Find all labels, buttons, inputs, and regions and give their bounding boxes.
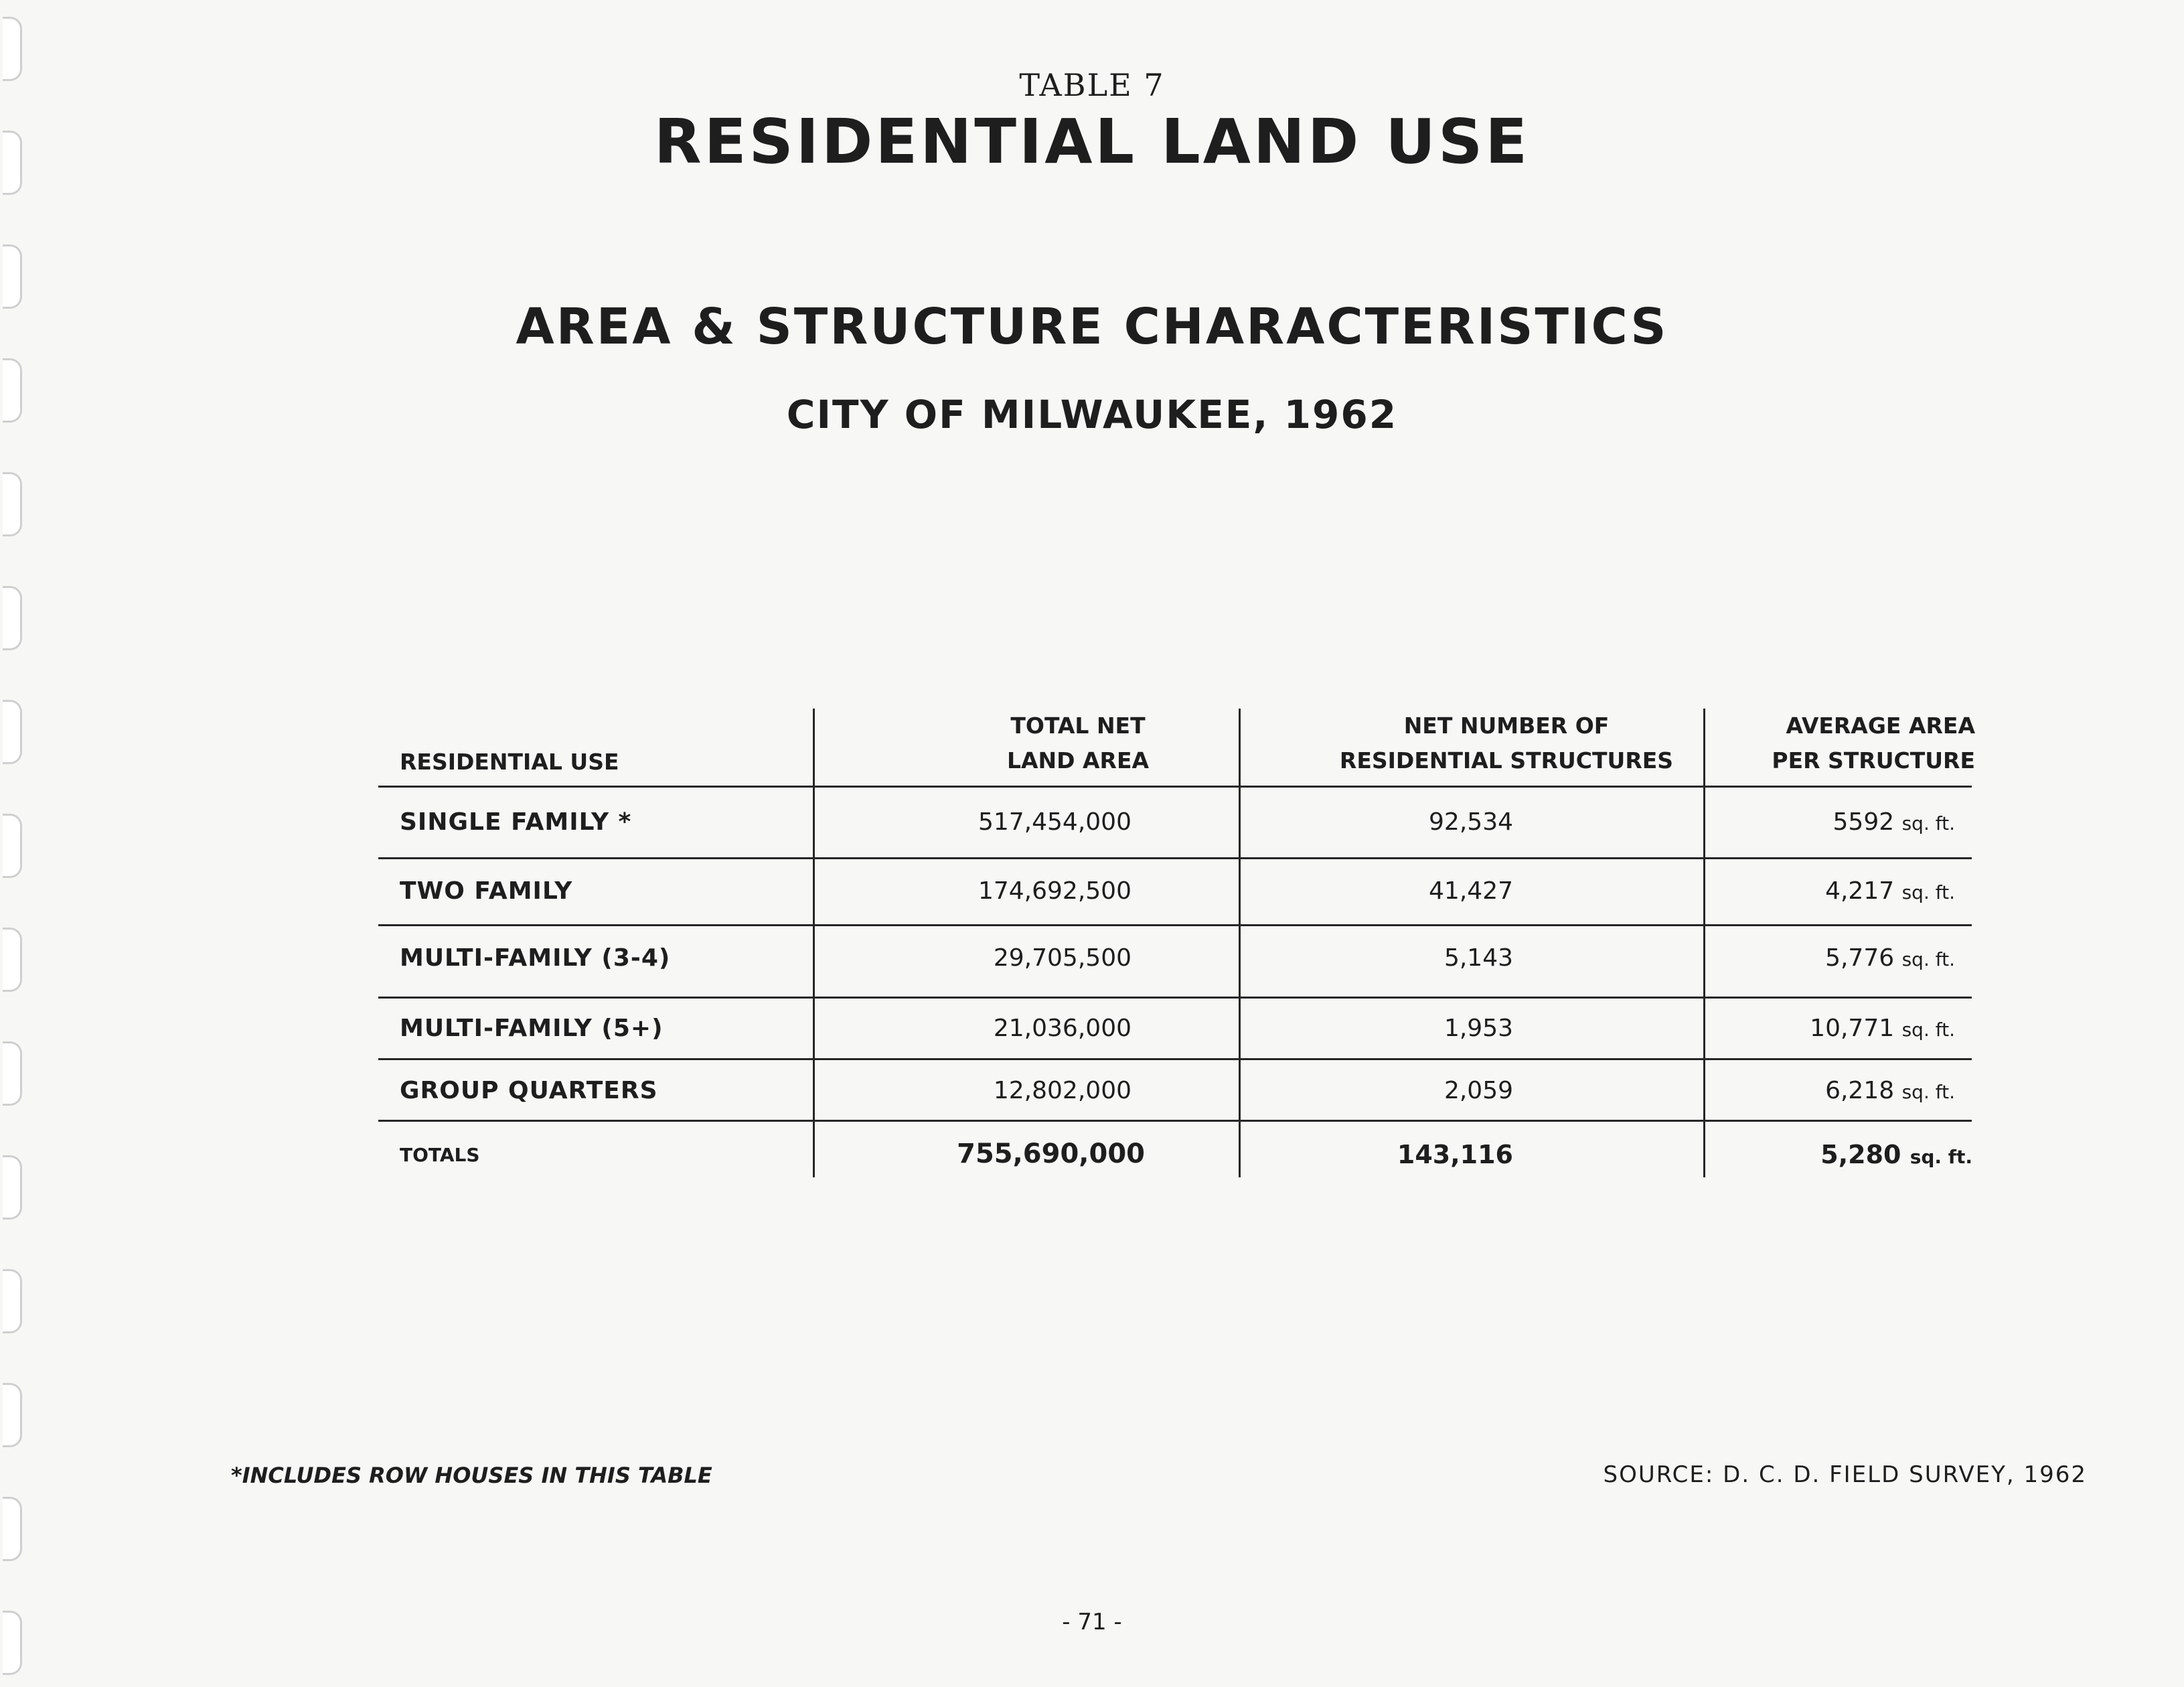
- average-area-number: 5,776: [1825, 944, 1895, 972]
- binder-hole: [3, 1041, 22, 1106]
- row-divider: [378, 857, 1972, 859]
- footnote: *INCLUDES ROW HOUSES IN THIS TABLE: [231, 1463, 712, 1488]
- row-divider: [378, 1058, 1972, 1060]
- binder-hole: [3, 1383, 22, 1447]
- structures-value: 1,953: [1444, 1015, 1513, 1042]
- structures-value: 92,534: [1429, 808, 1513, 836]
- table-number-label: TABLE 7: [1019, 67, 1165, 103]
- row-divider: [378, 786, 1972, 788]
- source-note: SOURCE: D. C. D. FIELD SURVEY, 1962: [1603, 1461, 2087, 1488]
- structures-value: 41,427: [1429, 877, 1513, 905]
- average-area-number: 10,771: [1810, 1015, 1895, 1042]
- column-header-structures: [1292, 709, 1721, 778]
- binder-hole: [3, 472, 22, 536]
- column-divider: [1239, 709, 1241, 1177]
- column-header-text: RESIDENTIAL USE: [400, 749, 619, 775]
- average-area-value: [1714, 1015, 1955, 1042]
- column-header-average-area: [1714, 709, 1975, 778]
- column-header-text: AVERAGE AREA: [1786, 713, 1975, 739]
- column-header-text: TOTAL NET: [1010, 713, 1146, 739]
- column-header-residential-use: [400, 745, 619, 780]
- average-area-unit: sq. ft.: [1901, 812, 1955, 834]
- average-area-number: 5,280: [1820, 1140, 1901, 1169]
- average-area-number: 6,218: [1825, 1077, 1895, 1104]
- row-label: TWO FAMILY: [400, 877, 573, 905]
- binder-hole: [3, 1269, 22, 1333]
- row-divider: [378, 997, 1972, 999]
- column-header-text: RESIDENTIAL STRUCTURES: [1339, 747, 1674, 774]
- land-area-value: 517,454,000: [978, 808, 1132, 836]
- average-area-unit: sq. ft.: [1909, 1146, 1972, 1168]
- average-area-number: 4,217: [1825, 877, 1895, 905]
- row-divider: [378, 1120, 1972, 1122]
- row-label: MULTI-FAMILY (3-4): [400, 944, 671, 972]
- land-area-value: 29,705,500: [993, 944, 1132, 972]
- totals-label: TOTALS: [400, 1144, 480, 1166]
- total-structures-value: 143,116: [1397, 1140, 1513, 1169]
- binder-hole: [3, 814, 22, 878]
- average-area-unit: sq. ft.: [1901, 1081, 1955, 1103]
- land-area-value: 21,036,000: [993, 1015, 1132, 1042]
- binder-hole: [3, 1155, 22, 1220]
- average-area-value: [1714, 808, 1955, 836]
- page-title: RESIDENTIAL LAND USE: [653, 106, 1531, 177]
- column-header-text: NET NUMBER OF: [1403, 713, 1610, 739]
- column-header-text: PER STRUCTURE: [1772, 747, 1975, 774]
- column-header-land-area: [931, 709, 1225, 778]
- row-divider: [378, 924, 1972, 926]
- binder-hole: [3, 586, 22, 650]
- binder-hole: [3, 1497, 22, 1561]
- land-area-value: 174,692,500: [978, 877, 1132, 905]
- average-area-unit: sq. ft.: [1901, 881, 1955, 903]
- structures-value: 5,143: [1444, 944, 1513, 972]
- row-label: GROUP QUARTERS: [400, 1077, 658, 1104]
- binder-hole: [3, 928, 22, 992]
- average-area-value: [1714, 944, 1955, 972]
- table-subtitle: AREA & STRUCTURE CHARACTERISTICS: [516, 298, 1668, 356]
- structures-value: 2,059: [1444, 1077, 1513, 1104]
- average-area-value: [1714, 1077, 1955, 1104]
- total-land-area-value: 755,690,000: [957, 1139, 1145, 1169]
- average-area-unit: sq. ft.: [1901, 948, 1955, 970]
- column-divider: [1703, 709, 1705, 1177]
- row-label: SINGLE FAMILY *: [400, 808, 632, 836]
- total-average-area-value: [1714, 1140, 1972, 1169]
- average-area-number: 5592: [1832, 808, 1895, 836]
- row-label: MULTI-FAMILY (5+): [400, 1015, 664, 1042]
- page-number: - 71 -: [1062, 1609, 1122, 1635]
- average-area-unit: sq. ft.: [1901, 1019, 1955, 1041]
- binder-hole: [3, 700, 22, 764]
- land-area-value: 12,802,000: [993, 1077, 1132, 1104]
- average-area-value: [1714, 877, 1955, 905]
- location-year-subtitle: CITY OF MILWAUKEE, 1962: [786, 392, 1398, 437]
- column-header-text: LAND AREA: [1006, 747, 1150, 774]
- column-divider: [813, 709, 815, 1177]
